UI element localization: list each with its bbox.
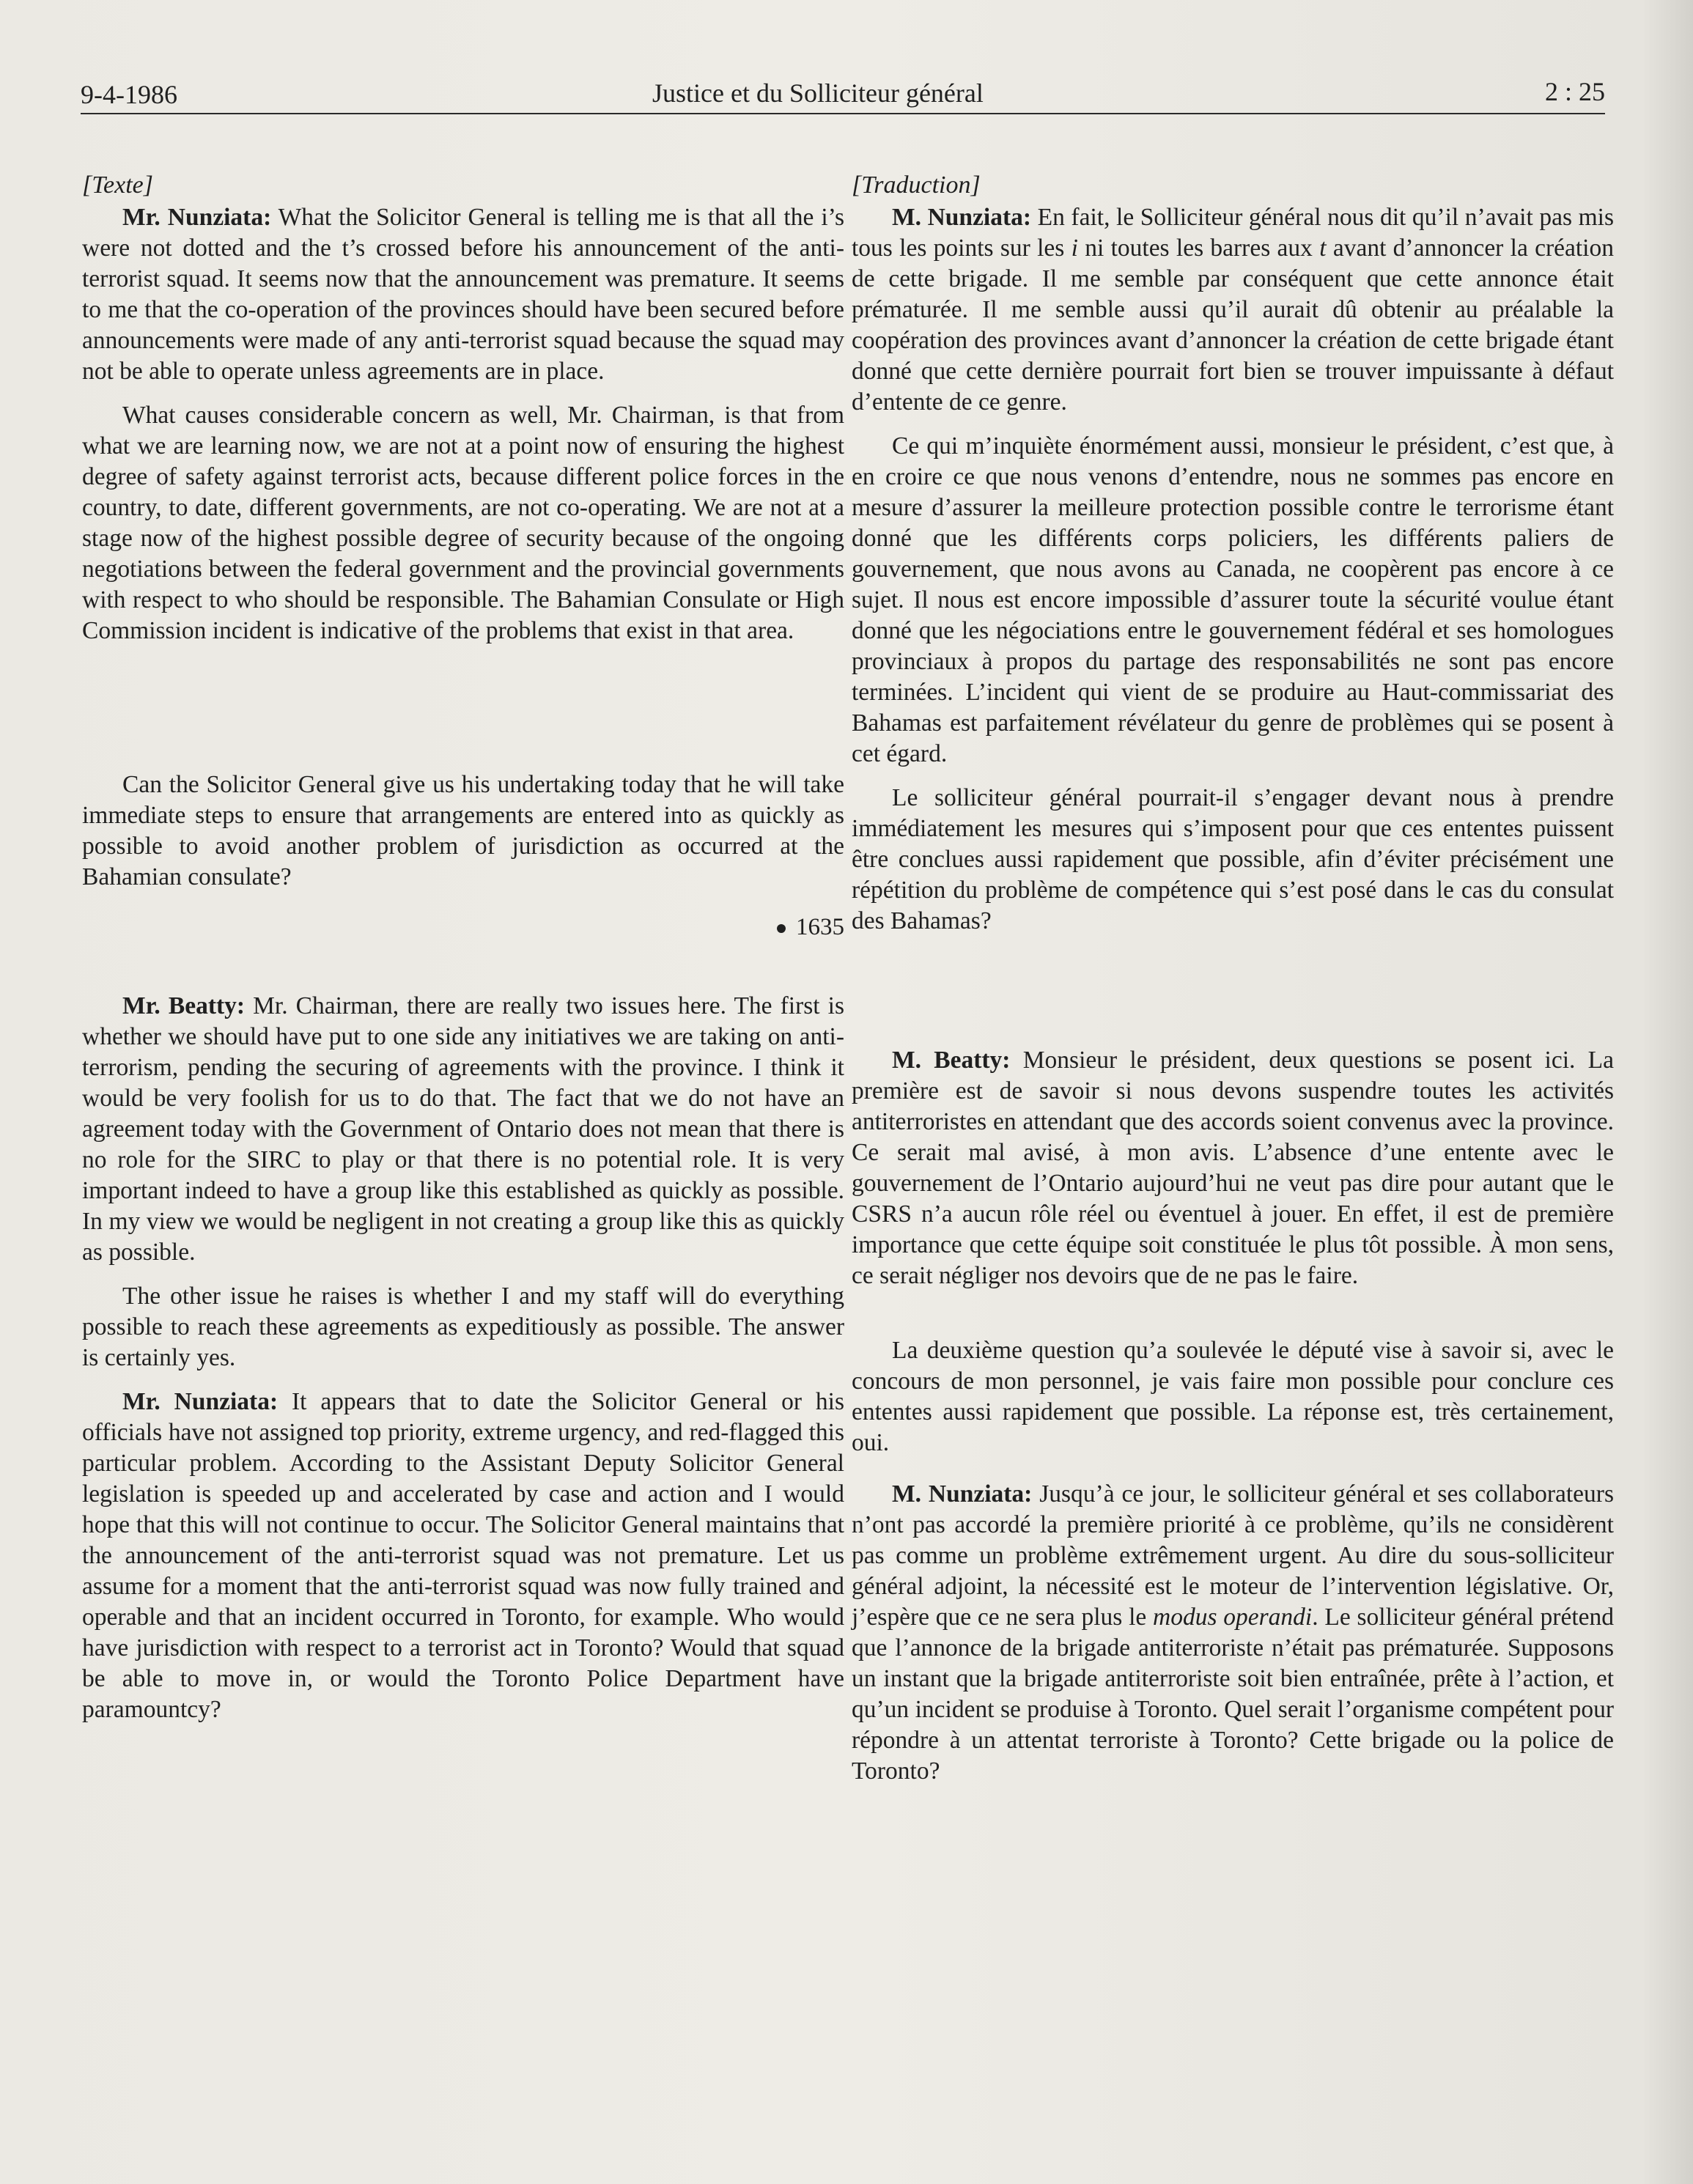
speaker-name: Mr. Nunziata: [122,204,272,231]
paragraph-nunziata-1 [82,202,844,387]
paragraph-5-fr: La deuxième question qu’a soulevée le député vise à savoir si, avec le concours de mon personnel, je vais faire mon possible pour conclure ces ententes aussi rapidement que possible. La réponse est, très certainement, oui. [852,1337,1614,1456]
language-label-texte: [Texte] [82,171,153,199]
header-page-number: 2 : 25 [1544,77,1605,106]
speaker-name: M. Nunziata: [892,204,1032,231]
english-column [82,170,844,1738]
paragraph-beatty-1 [82,991,844,1268]
timestamp [82,912,844,942]
paragraph-text: Monsieur le président, deux questions se posent ici. La première est de savoir si nous devons suspendre toutes les activités antiterroristes en attendant que des accords soient convenus avec la province. Ce serait mal avisé, à mon avis. L’absence d’une entente avec le gouvernement de l’Ontario aujourd’hui ne veut pas dire pour autant que le CSRS n’a aucun rôle réel ou éventuel à jouer. En effet, il est de première importance que cette équipe soit constituée le plus tôt possible. À mon sens, ce serait négliger nos devoirs que de ne pas le faire. [852,1047,1614,1289]
paragraph-3-fr: Le solliciteur général pourrait-il s’engager devant nous à prendre immédiatement les mesures qui s’imposent pour que ces ententes puissent être conclues aussi rapidement que possible, afin d’éviter précisément une répétition du problème de compétence qui s’est posé dans le cas du consulat des Bahamas? [852,784,1614,934]
paragraph-3: Can the Solicitor General give us his undertaking today that he will take immediate steps to ensure that arrangements are entered into as quickly as possible to avoid another problem of jurisdiction as occurred at the Bahamian consulate? [82,771,844,890]
bullet-icon [777,924,786,933]
paragraph-text: It appears that to date the Solicitor General or his officials have not assigned top priority, extreme urgency, and red-flagged this particular problem. According to the Assistant Deputy Solicitor General legislation is speeded up and accelerated by case and action and I would hope that this will not continue to occur. The Solicitor General maintains that the announcement of the anti-terrorist squad was not premature. Let us assume for a moment that the anti-terrorist squad was now fully trained and operable and that an incident occurred in Toronto, for example. Who would have jurisdiction with respect to a terrorist act in Toronto? Would that squad be able to move in, or would the Toronto Police Department have paramountcy? [82,1388,844,1723]
speaker-name: M. Beatty: [892,1047,1011,1074]
language-label-traduction: [Traduction] [852,171,981,199]
speaker-name: Mr. Beatty: [122,992,246,1019]
header-title: Justice et du Solliciteur général [652,78,984,108]
page-header [81,70,1605,114]
timestamp-value: 1635 [796,914,844,940]
speaker-name: Mr. Nunziata: [122,1388,279,1415]
paragraph-text: Mr. Chairman, there are really two issues here. The first is whether we should have put to one side any initiatives we are taking on anti-terrorism, pending the securing of agreements with the province. I think it would be very foolish for us to do that. The fact that we do not have an agreement today with the Government of Ontario does not mean that there is no role for the SIRC to play or that there is no potential role. It is very important indeed to have a group like this established as quickly as possible. In my view we would be negligent in not creating a group like this as quickly as possible. [82,992,845,1266]
paragraph-nunziata-2-fr: M. Nunziata: Jusqu’à ce jour, le solliciteur général et ses collaborateurs n’ont pas accordé la première priorité à ce problème, qu’ils ne considèrent pas comme un problème extrêmement urgent. Au dire du sous-solliciteur général adjoint, la nécessité est le moteur de l’intervention législative. Or, j’espère que ce ne sera plus le modus operandi. Le solliciteur général prétend que l’annonce de la brigade antiterroriste n’était pas prématurée. Supposons un instant que la brigade antiterroriste soit bien entraînée, prête à l’action, et qu’un incident se produise à Toronto. Quel serait l’organisme compétent pour répondre à un attentat terroriste à Toronto? Cette brigade ou la police de Toronto? [852,1480,1614,1785]
paragraph-2-fr: Ce qui m’inquiète énormément aussi, monsieur le président, c’est que, à en croire ce que nous venons d’entendre, nous ne sommes pas encore en mesure d’assurer la meilleure protection possible contre le terrorisme étant donné que les différents corps policiers, les différents paliers de gouvernement, que nous avons au Canada, ne coopèrent pas encore à ce sujet. Il nous est encore impossible d’assurer toute la sécurité voulue étant donné que les négociations entre le gouvernement fédéral et ses homologues provinciaux à propos du partage des responsabilités ne sont pas encore terminées. L’incident qui vient de se produire au Haut-commissariat des Bahamas est parfaitement révélateur du genre de problèmes qui se posent à cet égard. [852,432,1614,767]
paragraph-5: The other issue he raises is whether I and my staff will do everything possible to reach these agreements as expeditiously as possible. The answer is certainly yes. [82,1283,844,1371]
paragraph-nunziata-1-fr: M. Nunziata: En fait, le Solliciteur général nous dit qu’il n’avait pas mis tous les points sur les i ni toutes les barres aux t avant d’annoncer la création de cette brigade. Il me semble par conséquent que cette annonce était prématurée. Il me semble aussi qu’il aurait dû obtenir au préalable la coopération des provinces avant d’annoncer la création de cette brigade étant donné que cette dernière pourrait fort bien se trouver impuissante à défaut d’entente de ce genre. [852,204,1615,416]
header-date: 9-4-1986 [81,80,177,109]
paragraph-beatty-1-fr [852,1045,1614,1291]
paragraph-2: What causes considerable concern as well, Mr. Chairman, is that from what we are learning now, we are not at a point now of ensuring the highest degree of safety against terrorist acts, because different police forces in the country, to date, different governments, are not co-operating. We are not at a stage now of the highest possible degree of security because of the ongoing negotiations between the federal government and the provincial governments with respect to who should be responsible. The Bahamian Consulate or High Commission incident is indicative of the problems that exist in that area. [82,402,844,644]
speaker-name: M. Nunziata: [892,1480,1033,1508]
paragraph-nunziata-2 [82,1387,844,1725]
french-column [852,170,1614,1800]
paragraph-text: What the Solicitor General is telling me is that all the i’s were not dotted and the t’s crossed before his announcement of the anti-terrorist squad. It seems now that the announcement was premature. It seems to me that the co-operation of the provinces should have been secured before announcements were made of any anti-terrorist squad because the squad may not be able to operate unless agreements are in place. [82,204,844,385]
